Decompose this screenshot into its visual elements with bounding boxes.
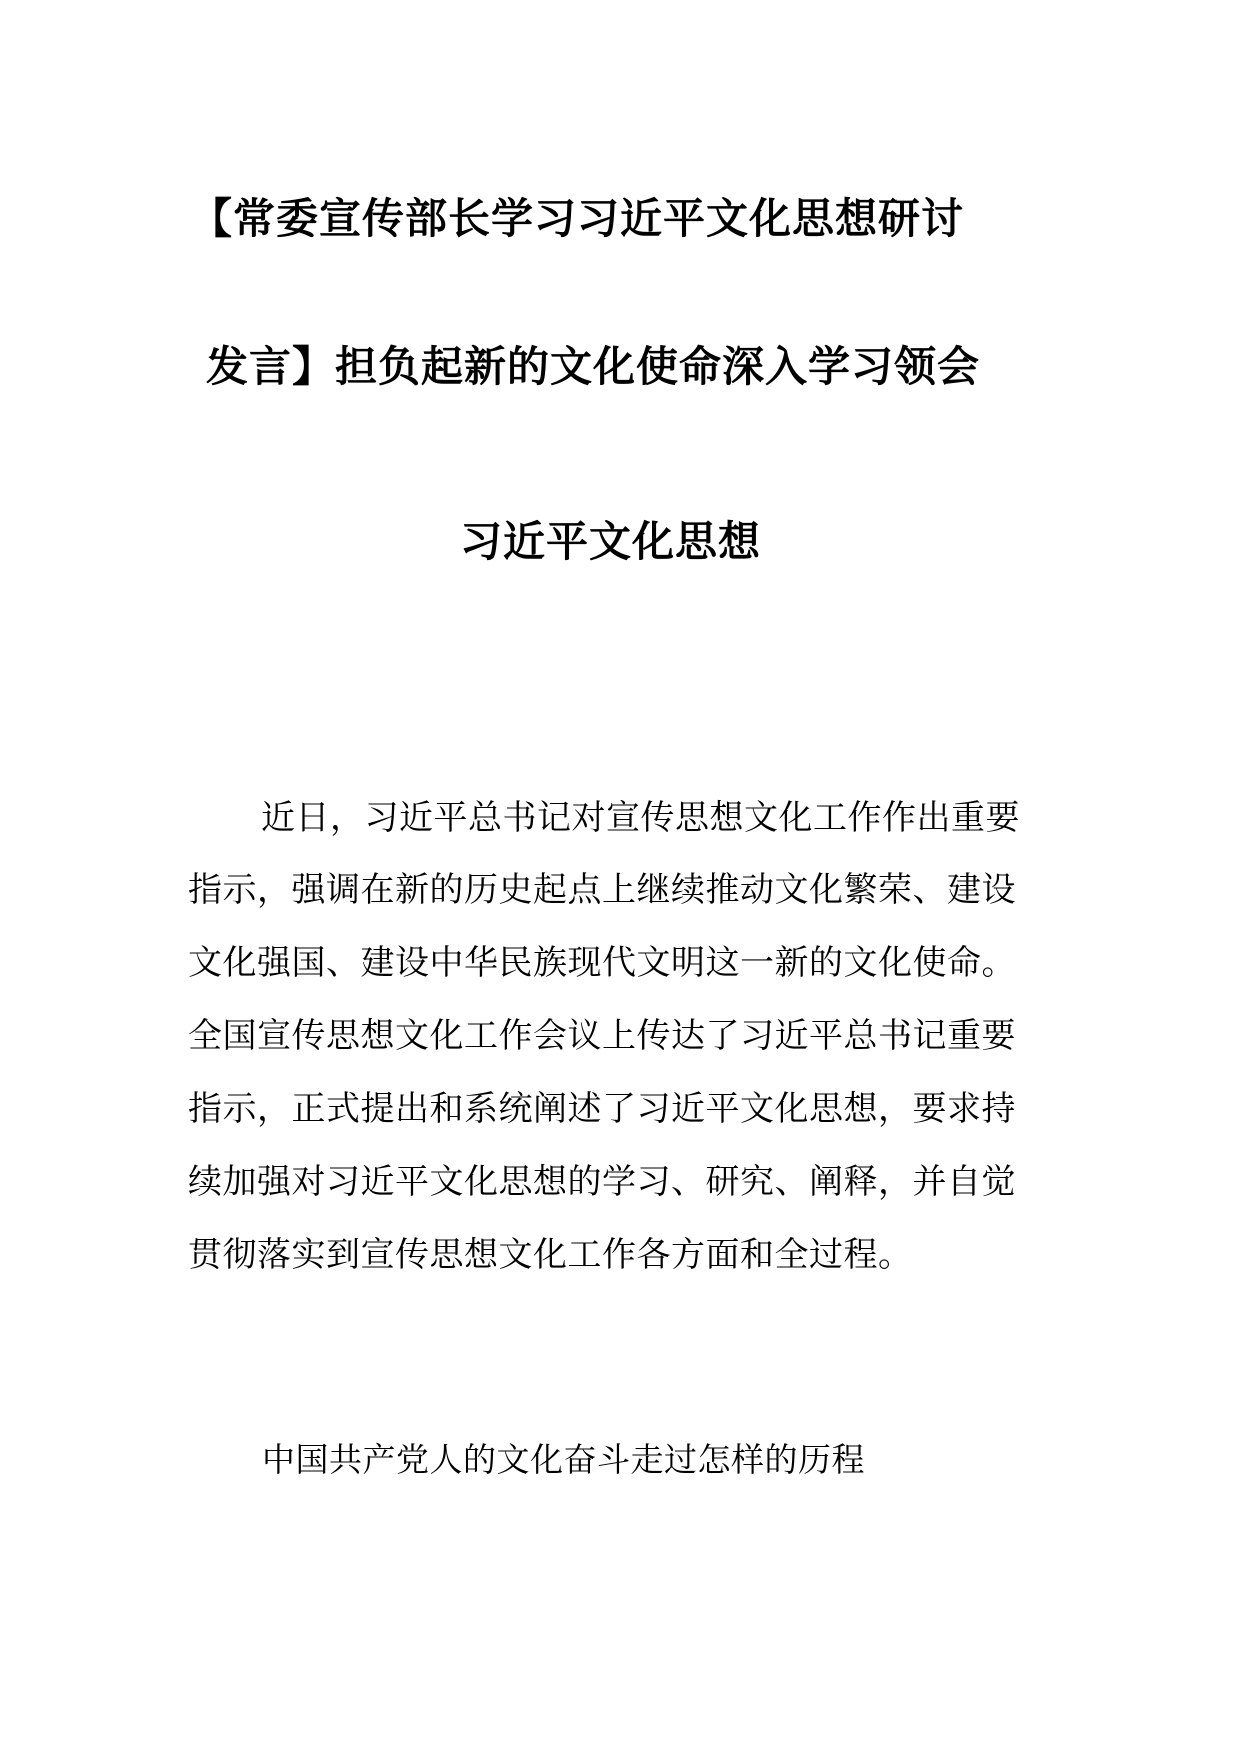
title-line-3: 习近平文化思想 xyxy=(460,517,762,566)
paragraph-line-2: 指示，强调在新的历史起点上继续推动文化繁荣、建设 xyxy=(188,870,1016,910)
title-line-1: 【常委宣传部长学习习近平文化思想研讨 xyxy=(190,194,965,243)
paragraph-line-3: 文化强国、建设中华民族现代文明这一新的文化使命。 xyxy=(188,943,1016,983)
paragraph-line-7: 贯彻落实到宣传思想文化工作各方面和全过程。 xyxy=(188,1235,913,1275)
paragraph-line-6: 续加强对习近平文化思想的学习、研究、阐释，并自觉 xyxy=(188,1162,1016,1202)
section-subheading: 中国共产党人的文化奋斗走过怎样的历程 xyxy=(262,1440,865,1479)
paragraph-line-5: 指示，正式提出和系统阐述了习近平文化思想，要求持 xyxy=(188,1089,1016,1129)
paragraph-line-1: 近日，习近平总书记对宣传思想文化工作作出重要 xyxy=(261,798,1020,838)
paragraph-line-4: 全国宣传思想文化工作会议上传达了习近平总书记重要 xyxy=(188,1016,1016,1056)
title-line-2: 发言】担负起新的文化使命深入学习领会 xyxy=(206,342,981,391)
